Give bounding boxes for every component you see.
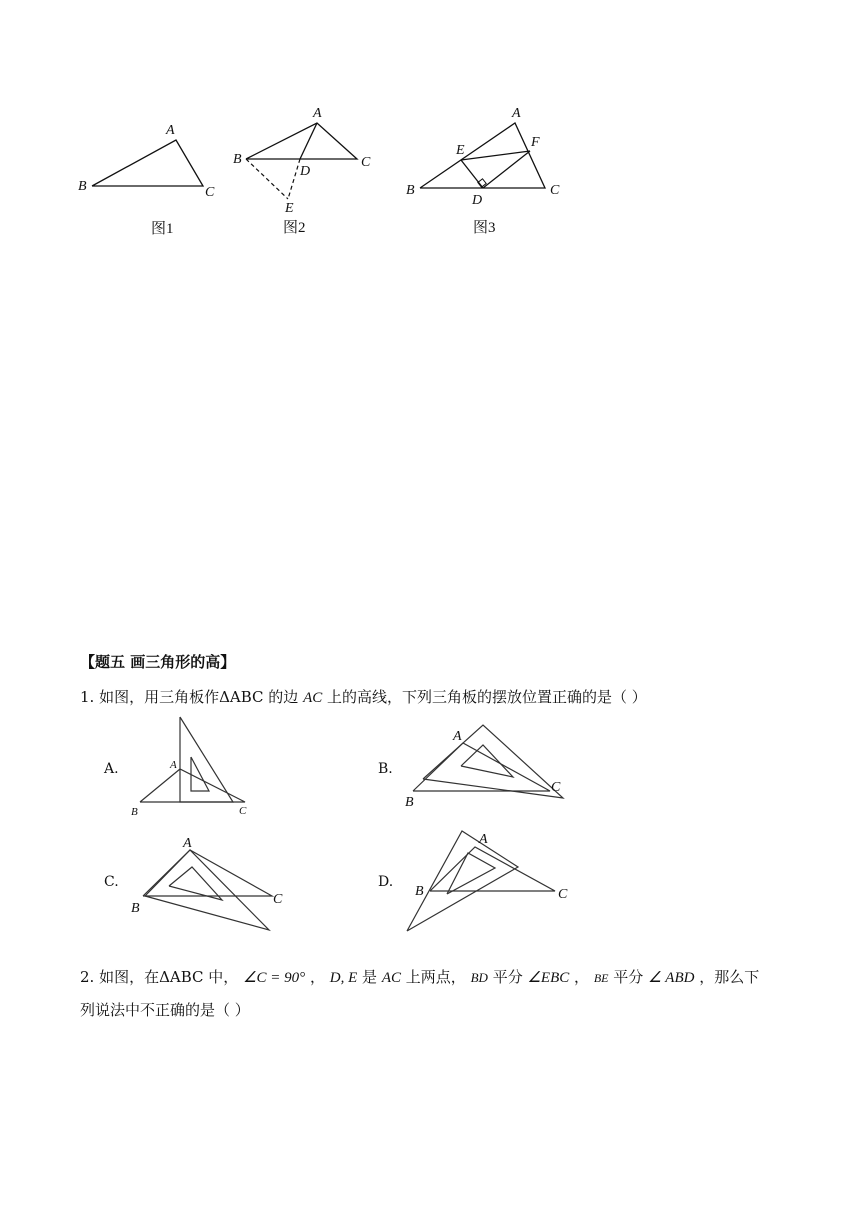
set-square-inner [169, 867, 222, 900]
question-2-m5: ∠EBC [527, 970, 570, 986]
figure-caption: 图1 [151, 221, 174, 237]
label-b: B [233, 152, 242, 167]
figure-2 [230, 100, 390, 240]
label-c: C [273, 892, 283, 907]
set-square-inner [191, 757, 209, 791]
question-2-p6: ， [574, 968, 590, 986]
option-d-letter[interactable]: D. [378, 874, 394, 890]
figure-caption: 图3 [473, 220, 496, 236]
question-2-line-2: 列说法中不正确的是（ ） [80, 1001, 250, 1019]
question-2-line-1 [80, 967, 759, 988]
label-c: C [550, 183, 560, 198]
label-b: B [131, 806, 138, 818]
triangle-abc [246, 123, 357, 159]
question-2-p1: 2. 如图，在ΔABC 中， [80, 968, 239, 986]
question-2-m2: D, E [329, 970, 358, 986]
label-c: C [558, 887, 568, 902]
option-c-letter[interactable]: C. [104, 874, 119, 890]
option-a-figure [125, 715, 265, 825]
option-b-figure [400, 718, 580, 813]
question-1-math-ac: AC [303, 690, 323, 706]
question-2-m6: BE [593, 971, 609, 985]
triangle-abc [143, 850, 272, 896]
label-e: E [456, 143, 465, 158]
question-2-m4: BD [470, 970, 488, 985]
figure-caption: 图2 [283, 220, 306, 236]
label-c: C [205, 185, 215, 200]
option-d-figure [400, 828, 580, 938]
label-c: C [361, 155, 371, 170]
option-c-figure [125, 832, 295, 937]
question-2-m1: ∠C = 90° [243, 970, 306, 986]
segment-ed [461, 160, 483, 188]
median-ad [300, 123, 317, 159]
segment-de [288, 159, 300, 199]
figure-1 [70, 115, 230, 245]
label-d: D [300, 164, 311, 179]
question-2-m7: ∠ ABD [648, 970, 695, 986]
figure-3 [400, 100, 580, 240]
set-square-inner [447, 853, 495, 894]
segment-be [246, 159, 288, 199]
label-b: B [405, 795, 414, 810]
question-1-text-a: 1. 如图，用三角板作ΔABC 的边 [80, 688, 299, 706]
label-a: A [183, 836, 192, 851]
label-a: A [512, 106, 521, 121]
question-2-p4: 上两点， [405, 968, 466, 986]
question-2-p8: ，那么下 [699, 968, 760, 986]
question-1-text-b: 上的高线，下列三角板的摆放位置正确的是（ ） [327, 688, 647, 706]
label-f: F [531, 135, 540, 150]
option-a-letter[interactable]: A. [104, 761, 119, 777]
label-d: D [472, 193, 483, 208]
section-heading: 【题五 画三角形的高】 [80, 653, 236, 671]
label-a: A [166, 123, 175, 138]
question-2-p2: ， [309, 968, 325, 986]
question-2-p7: 平分 [613, 968, 644, 986]
triangle-abc [92, 140, 203, 186]
label-e: E [285, 201, 294, 216]
set-square-outer [180, 717, 233, 802]
label-b: B [78, 179, 87, 194]
question-2-m3: AC [381, 970, 401, 986]
label-c: C [551, 780, 561, 795]
label-b: B [406, 183, 415, 198]
label-a: A [479, 832, 488, 847]
label-a: A [170, 759, 177, 771]
label-b: B [415, 884, 424, 899]
question-2-p3: 是 [362, 968, 378, 986]
set-square-outer [407, 831, 518, 931]
question-1-text [80, 687, 647, 708]
option-b-letter[interactable]: B. [378, 761, 393, 777]
label-a: A [453, 729, 462, 744]
question-2-p5: 平分 [492, 968, 523, 986]
label-b: B [131, 901, 140, 916]
set-square-inner [461, 745, 513, 777]
set-square-outer [145, 850, 269, 930]
label-c: C [239, 805, 247, 817]
label-a: A [313, 106, 322, 121]
